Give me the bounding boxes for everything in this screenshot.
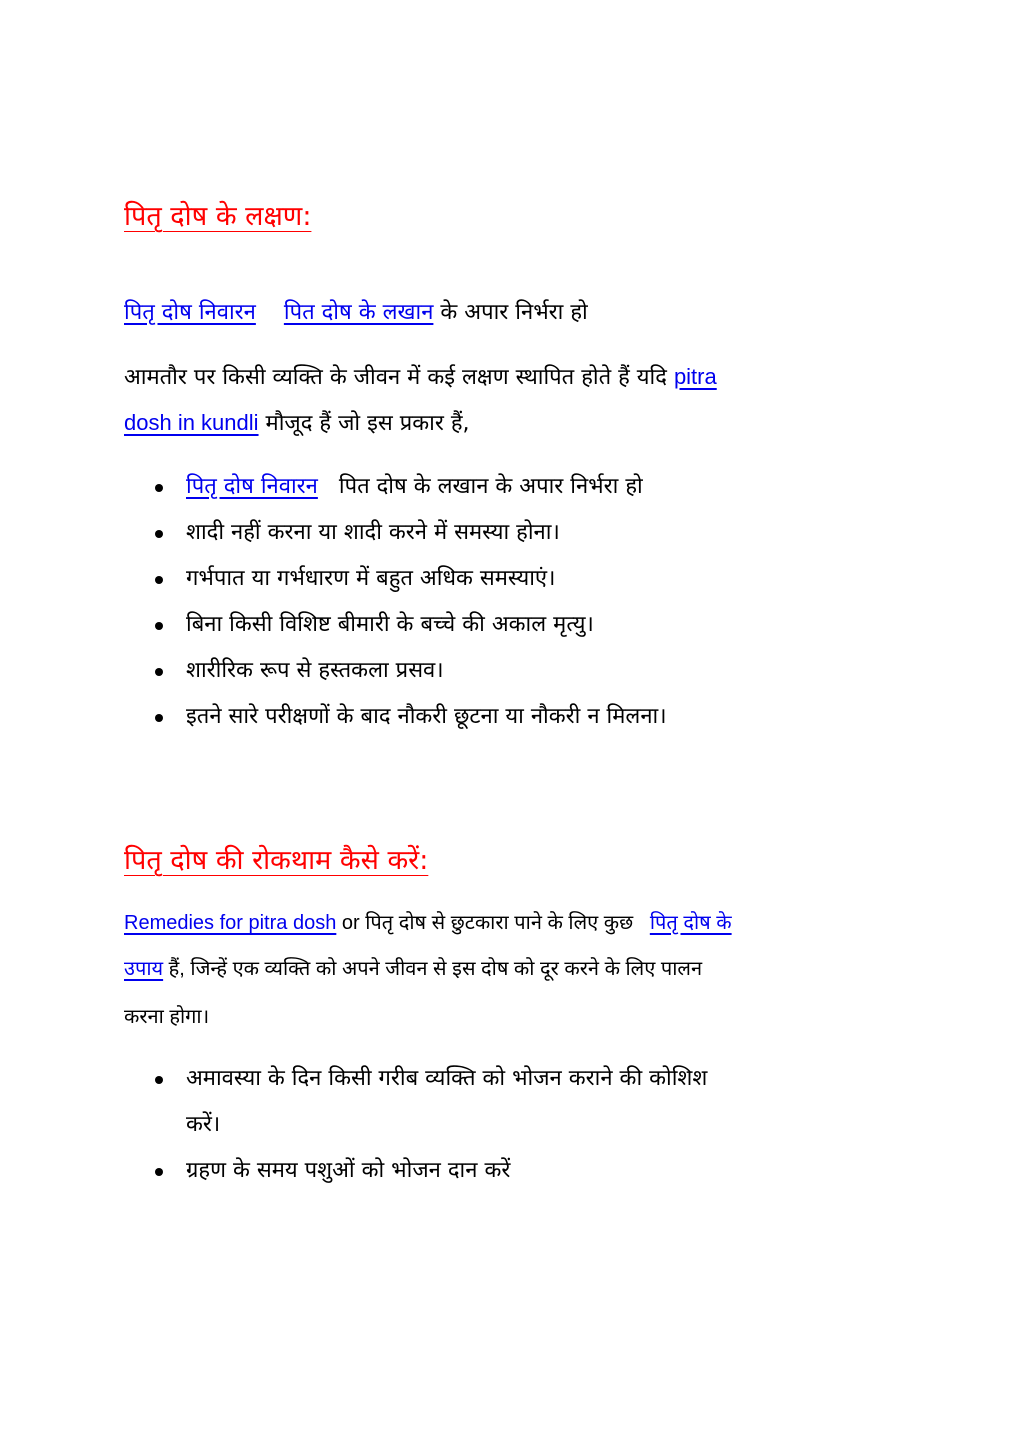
list-item [150, 518, 667, 548]
bullet-icon [155, 530, 163, 538]
paragraph-line-1 [124, 362, 717, 393]
list-item-text: करें। [186, 1112, 221, 1137]
bullet-icon [155, 622, 163, 630]
link-remedies-for-pitra-dosh[interactable]: Remedies for pitra dosh [124, 912, 337, 934]
list-item [150, 656, 667, 686]
remedies-line-3 [124, 1002, 209, 1032]
link-pitra-dosh-ke-upay[interactable]: पितृ दोष के [649, 912, 732, 934]
bullet-icon [155, 1168, 163, 1176]
remedies-line-1 [124, 908, 732, 938]
link-pitra[interactable]: pitra [673, 364, 717, 389]
bullet-icon [155, 1076, 163, 1084]
section-heading-symptoms: पितृ दोष के लक्षण: [124, 201, 312, 232]
bullet-icon [155, 576, 163, 584]
list-item-text: ग्रहण के समय पशुओं को भोजन दान करें [186, 1158, 511, 1183]
bullet-icon [155, 484, 163, 492]
intro-line-text: के अपार निर्भरा हो [440, 300, 588, 325]
link-pitra-dosh-nivaran[interactable]: पितृ दोष निवारन [124, 300, 256, 325]
intro-line [124, 298, 588, 328]
list-item [150, 1064, 707, 1094]
bullet-icon [155, 668, 163, 676]
list-item-text: शादी नहीं करना या शादी करने में समस्या होना। [186, 520, 560, 545]
link-dosh-in-kundli[interactable]: dosh in kundli [124, 410, 259, 435]
list-item-text: अमावस्या के दिन किसी गरीब व्यक्ति को भोजन कराने की कोशिश [186, 1066, 708, 1091]
remedies-line-2 [124, 954, 702, 984]
list-item-continuation [150, 1110, 707, 1140]
list-item [150, 472, 667, 502]
symptoms-list [150, 472, 667, 732]
remedies-text-2: हैं, जिन्हें एक व्यक्ति को अपने जीवन से इस दोष को दूर करने के लिए पालन [168, 958, 703, 980]
list-item-text: शारीरिक रूप से हस्तकला प्रसव। [186, 658, 444, 683]
list-item [150, 610, 667, 640]
list-item-text: इतने सारे परीक्षणों के बाद नौकरी छूटना या नौकरी न मिलना। [186, 704, 667, 729]
list-item [150, 564, 667, 594]
remedies-list [150, 1064, 707, 1186]
link-upay[interactable]: उपाय [124, 958, 164, 980]
list-item-text: गर्भपात या गर्भधारण में बहुत अधिक समस्याएं। [186, 566, 556, 591]
list-item-text: पित दोष के लखान के अपार निर्भरा हो [338, 474, 643, 499]
list-item [150, 702, 667, 732]
link-pitra-dosh-nivaran-bullet[interactable]: पितृ दोष निवारन [186, 474, 318, 499]
list-item-text: बिना किसी विशिष्ट बीमारी के बच्चे की अकाल मृत्यु। [186, 612, 594, 637]
section-heading-prevention: पितृ दोष की रोकथाम कैसे करें: [124, 845, 429, 876]
remedies-text-3: करना होगा। [124, 1006, 210, 1028]
bullet-icon [155, 714, 163, 722]
paragraph-line-2 [124, 408, 470, 439]
paragraph-text-2: मौजूद हैं जो इस प्रकार हैं, [265, 411, 470, 436]
paragraph-text-1: आमतौर पर किसी व्यक्ति के जीवन में कई लक्षण स्थापित होते हैं यदि [124, 365, 667, 390]
list-item [150, 1156, 707, 1186]
remedies-text-1: or पितृ दोष से छुटकारा पाने के लिए कुछ [341, 912, 634, 934]
link-pit-dosh-lakhan[interactable]: पित दोष के लखान [283, 300, 434, 325]
